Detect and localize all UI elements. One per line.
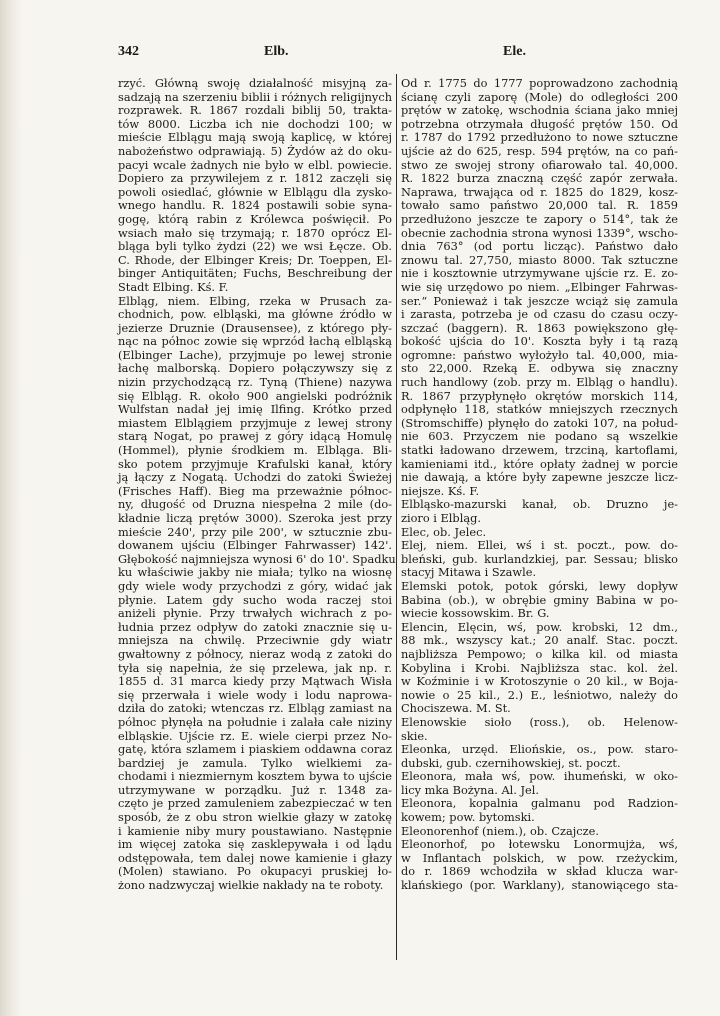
- text-line: Eleonka, urzęd. Eliońskie, os., pow. staro-: [401, 742, 678, 757]
- text-line: powoli osiedlać, głównie w Elblągu dla zysko-: [118, 184, 392, 199]
- text-line: bląga byli tylko żydzi (22) we wsi Łęcze. Ob.: [118, 239, 392, 254]
- text-line: 1855 d. 31 marca kiedy przy Mątwach Wisła: [118, 674, 392, 689]
- text-line: nie i kosztownie utrzymywane ujście rz. E. zo-: [401, 266, 678, 281]
- text-line: Eleonorhof, po łotewsku Lonormujża, wś,: [401, 837, 678, 852]
- text-line: rzyć. Główną swoję działalność misyjną za-: [118, 76, 392, 90]
- text-line: się przerwała i wiele wody i lodu naprowa-: [118, 687, 392, 702]
- text-line: chodami i niezmiernym kosztem bywa to ujście: [118, 769, 392, 784]
- text-line: Eleonora, mała wś, pow. ihumeński, w oko-: [401, 769, 678, 784]
- text-line: stwo ze swojej strony ofiarowało tal. 40,000.: [401, 157, 678, 172]
- text-line: jezierze Druznie (Drausensee), z którego pły-: [118, 320, 392, 335]
- text-line: (Stromschiffe) płynęło do zatoki 107, na połud-: [401, 415, 678, 430]
- text-line: odpłynęło 118, statków mniejszych rzecznych: [401, 402, 678, 417]
- text-line: kładnie liczą prętów 3000). Szeroka jest przy: [118, 511, 392, 525]
- text-line: Od r. 1775 do 1777 poprowadzono zachodnią: [401, 76, 678, 90]
- text-line: mniejsza na chwilę. Przeciwnie gdy wiatr: [118, 633, 392, 648]
- text-line: gatę, która szlamem i piaskiem oddawna coraz: [118, 742, 392, 757]
- text-line: ścianę czyli zaporę (Mole) do odległości 200: [401, 89, 678, 104]
- text-line: ser.“ Ponieważ i tak jeszcze wciąż się zamula: [401, 293, 678, 308]
- text-line: licy mka Bożyna. Al. Jel.: [401, 782, 539, 797]
- text-line: nie dawają, a które były zapewne jeszcze licz-: [401, 470, 678, 485]
- text-line: sadzają na szerzeniu biblii i różnych religijnych: [118, 89, 392, 104]
- text-line: R. 1867 przypłynęło okrętów morskich 114,: [401, 388, 678, 403]
- text-line: klańskiego (por. Warklany), stanowiącego sta-: [401, 878, 678, 893]
- text-line: gogę, którą rabin z Królewca poświęcił. Po: [118, 211, 392, 226]
- text-line: w Inflantach polskich, w pow. rzeżyckim,: [401, 850, 678, 865]
- text-line: Dopiero za przywilejem z r. 1812 zaczęli się: [118, 171, 392, 186]
- text-line: skie.: [401, 728, 428, 743]
- text-line: Eleonorenhof (niem.), ob. Czajcze.: [401, 823, 599, 838]
- text-line: gdy wiele wody przychodzi z góry, widać jak: [118, 578, 392, 593]
- text-line: płynie. Latem gdy sucho woda raczej stoi: [118, 592, 392, 607]
- text-line: Babina (ob.), w obrębie gminy Babina w po-: [401, 592, 678, 607]
- text-line: ujście aż do 625, resp. 594 prętów, na co pań-: [401, 143, 678, 158]
- text-line: bleński, gub. kurlandzkiej, par. Sessau; blisko: [401, 551, 678, 566]
- text-line: znowu tal. 27,750, miasto 8000. Tak sztuczne: [401, 252, 678, 267]
- text-line: nizin przychodzącą rz. Tyną (Thiene) nazywa: [118, 375, 392, 390]
- text-line: gwałtowny z północy, nieraz wodą z zatoki do: [118, 646, 392, 661]
- text-line: potrzebna otrzymała długość prętów 150. Od: [401, 116, 678, 131]
- text-line: Naprawa, trwająca od r. 1825 do 1829, kosz-: [401, 184, 678, 199]
- text-line: ruch handlowy (zob. przy m. Elbląg o handlu).: [401, 375, 678, 390]
- text-line: nie 603. Przyczem nie podano są wszelkie: [401, 429, 678, 444]
- text-line: (Elbinger Lache), przyjmuje po lewej stronie: [118, 347, 392, 362]
- text-line: Elenowskie sioło (ross.), ob. Helenow-: [401, 714, 678, 729]
- text-line: pacyi wcale żadnych nie było w elbl. powiecie.: [118, 157, 392, 172]
- text-line: Stadt Elbing. Kś. F.: [118, 279, 229, 294]
- text-line: sposób, że z obu stron wielkie głazy w zatokę: [118, 810, 392, 825]
- text-line: zioro i Elbląg.: [401, 511, 481, 525]
- page-edge-shadow: [0, 0, 22, 1016]
- text-line: Elec, ob. Jelec.: [401, 524, 487, 539]
- text-line: bokość ujścia do 10'. Koszta były i tą razą: [401, 334, 678, 349]
- page-header: [118, 44, 678, 64]
- text-line: i kamienie niby mury poustawiano. Następnie: [118, 823, 392, 838]
- text-line: stacyj Mitawa i Szawle.: [401, 565, 537, 580]
- text-line: (Frisches Haff). Bieg ma przeważnie północ-: [118, 483, 392, 498]
- text-line: ją łączy z Nogatą. Uchodzi do zatoki Świeżej: [118, 470, 392, 485]
- text-line: szczać (baggern). R. 1863 powiększono głę-: [401, 320, 678, 335]
- text-line: ku właściwie jakby nie miała; tylko na wiosnę: [118, 565, 392, 580]
- text-line: Eleonora, kopalnia galmanu pod Radzion-: [401, 796, 678, 811]
- column-divider: [396, 74, 397, 960]
- text-line: chodnich, pow. elbląski, ma główne źródło w: [118, 307, 392, 322]
- text-line: dubski, gub. czernihowskiej, st. poczt.: [401, 755, 621, 770]
- text-line: Chociszewa. M. St.: [401, 701, 511, 716]
- text-line: wnego handlu. R. 1824 postawili sobie syna-: [118, 198, 392, 213]
- text-line: do r. 1869 wchodziła w skład klucza war-: [401, 864, 678, 879]
- text-line: sko potem przyjmuje Krafulski kanał, który: [118, 456, 392, 471]
- page-number: 342: [118, 44, 139, 59]
- text-line: tyła się napełnia, że się przelewa, jak np. r.: [118, 660, 392, 675]
- text-line: rozprawek. R. 1867 rozdali biblij 50, trakta-: [118, 103, 392, 118]
- text-line: dziła do zatoki; wtenczas rz. Elbląg zamiast na: [118, 701, 392, 716]
- text-line: niejsze. Kś. F.: [401, 483, 480, 498]
- text-line: (Molen) stawiano. Po okupacyi pruskiej ło-: [118, 864, 392, 879]
- text-line: utrzymywane w porządku. Już r. 1348 za-: [118, 782, 392, 797]
- text-line: Głębokość najmniejsza wynosi 6' do 10'. Spadku: [118, 551, 396, 566]
- text-line: kamieniami itd., które opłaty żadnej w porcie: [401, 456, 678, 471]
- text-line: północ płynęła na południe i zalała całe niziny: [118, 714, 392, 729]
- text-line: C. Rhode, der Elbinger Kreis; Dr. Toeppen, El-: [118, 252, 392, 267]
- text-line: kowem; pow. bytomski.: [401, 810, 535, 825]
- text-line: r. 1787 do 1792 przedłużono to nowe sztuczne: [401, 130, 678, 145]
- text-line: Wulfstan nadał jej imię Ilfing. Krótko przed: [118, 402, 392, 417]
- text-line: w Koźminie i w Krotoszynie o 20 kil., w Boja-: [401, 674, 678, 689]
- text-line: sto 22,000. Rzeką E. odbywa się znaczny: [401, 361, 678, 376]
- text-line: wie się urzędowo po niem. „Elbinger Fahrwas-: [401, 279, 678, 294]
- text-line: tów 8000. Liczba ich nie dochodzi 100; w: [118, 116, 392, 131]
- text-line: ny, długość od Druzna niespełna 2 mile (do-: [118, 497, 392, 512]
- text-line: starą Nogat, po prawej z góry idącą Homulę: [118, 429, 392, 444]
- text-line: Elemski potok, potok górski, lewy dopływ: [401, 578, 678, 593]
- text-line: przedłużono jeszcze te zapory o 514°, tak że: [401, 211, 678, 226]
- text-line: nowie o 25 kil., 2.) E., leśniotwo, należy do: [401, 687, 678, 702]
- text-line: Elencin, Elęcin, wś, pow. krobski, 12 dm.,: [401, 619, 678, 634]
- text-line: Kobylina i Krobi. Najbliższa stac. kol. żel.: [401, 660, 678, 675]
- text-line: łachę malborską. Dopiero połączywszy się z: [118, 361, 392, 376]
- text-line: statki ładowano drzewem, trzciną, kartoflami,: [401, 443, 678, 458]
- text-line: bardziej je zamula. Tylko wielkiemi za-: [118, 755, 392, 770]
- text-line: nąc na północ zowie się wprzód łachą elbląską: [118, 334, 392, 349]
- text-line: 88 mk., wszyscy kat.; 20 analf. Stac. poczt.: [401, 633, 678, 648]
- left-running-head: Elb.: [264, 44, 289, 59]
- text-line: miastem Elblągiem przyjmuje z lewej strony: [118, 415, 392, 430]
- text-line: się Elbląg. R. około 900 angielski podróżnik: [118, 388, 392, 403]
- text-line: wiecie kossowskim. Br. G.: [401, 606, 550, 621]
- text-line: Elbląg, niem. Elbing, rzeka w Prusach za-: [118, 293, 392, 308]
- text-line: najbliższa Pempowo; o kilka kil. od miasta: [401, 646, 678, 661]
- text-line: ogromne: państwo wyłożyło tal. 40,000, mia-: [401, 347, 678, 362]
- text-line: częto je przed zamuleniem zabezpieczać w ten: [118, 796, 392, 811]
- text-line: R. 1822 burza znaczną część zapór zerwała.: [401, 171, 678, 186]
- right-running-head: Ele.: [503, 44, 526, 59]
- text-line: prętów w zatokę, wschodnia ściana jako mniej: [401, 103, 678, 118]
- text-line: elbląskie. Ujście rz. E. wiele cierpi przez No-: [118, 728, 392, 743]
- text-line: nabożeństwo odprawiają. 5) Żydów aż do oku-: [118, 143, 392, 158]
- text-line: obecnie zachodnia strona wynosi 1339°, wscho-: [401, 225, 678, 240]
- text-line: towało samo państwo 20,000 tal. R. 1859: [401, 198, 678, 213]
- text-line: wsiach mało się trzymają; r. 1870 oprócz El-: [118, 225, 392, 240]
- text-line: dowanem ujściu (Elbinger Fahrwasser) 142'.: [118, 538, 392, 553]
- text-line: mieście Elblągu mają swoją kaplicę, w której: [118, 130, 392, 145]
- text-line: Elbląsko-mazurski kanał, ob. Druzno je-: [401, 497, 678, 512]
- text-line: żono nadzwyczaj wielkie nakłady na te roboty.: [118, 878, 384, 893]
- text-line: dnia 763° (od portu licząc). Państwo dało: [401, 239, 678, 254]
- text-line: łudnia przez odpływ do zatoki znacznie się u-: [118, 619, 392, 634]
- text-line: i zarasta, potrzeba je od czasu do czasu oczy-: [401, 307, 678, 322]
- left-text-column: [118, 76, 396, 893]
- text-line: aniżeli płynie. Przy trwałych wichrach z po-: [118, 606, 392, 621]
- text-line: binger Antiquitäten; Fuchs, Beschreibung der: [118, 266, 392, 281]
- text-line: (Hommel), płynie środkiem m. Elbląga. Bli-: [118, 443, 392, 458]
- text-line: mieście 240', przy pile 200', w sztucznie zbu-: [118, 524, 392, 539]
- text-line: im więcej zatoka się zasklepywała i od lądu: [118, 837, 392, 852]
- right-text-column: [401, 77, 678, 893]
- text-line: odstępowała, tem dalej nowe kamienie i głazy: [118, 850, 392, 865]
- text-line: Elej, niem. Ellei, wś i st. poczt., pow. do-: [401, 538, 678, 553]
